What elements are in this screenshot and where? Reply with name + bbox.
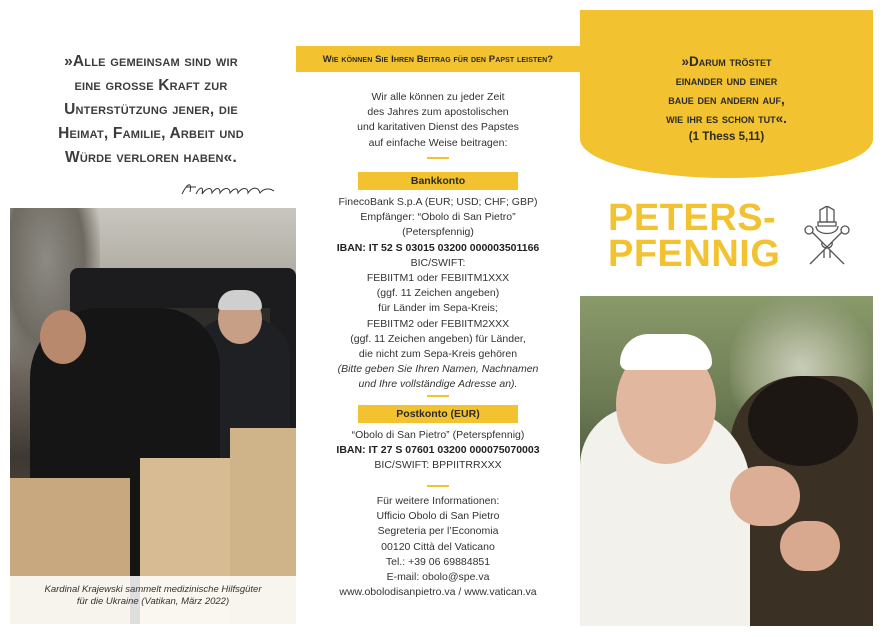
caption-line: Kardinal Krajewski sammelt medizinische Hilfsgüter: [44, 584, 262, 595]
brand-line-2: PFENNIG: [608, 233, 781, 275]
postal-account-label: Postkonto (EUR): [358, 405, 518, 423]
bank-line: FinecoBank S.p.A (EUR; USD; CHF; GBP): [338, 196, 538, 208]
post-bic: BIC/SWIFT: BPPIITRRXXX: [374, 459, 502, 472]
bank-note: und Ihre vollständige Adresse an).: [358, 378, 518, 391]
bic-line: BIC/SWIFT:: [410, 256, 466, 269]
bic-line: FEBIITM2 oder FEBIITM2XXX: [366, 317, 510, 330]
intro-text: [296, 90, 580, 151]
bible-quote: [598, 52, 855, 147]
brand-title: [608, 197, 798, 275]
divider: [427, 395, 449, 397]
divider: [427, 485, 449, 487]
quote-line: »Darum tröstet: [681, 54, 772, 69]
intro-line: auf einfache Weise beitragen:: [368, 136, 508, 149]
bank-line: (Peterspfennig): [402, 226, 474, 239]
divider: [427, 157, 449, 159]
papal-emblem-icon: [802, 206, 852, 266]
intro-line: des Jahres zum apostolischen: [367, 106, 509, 119]
photo-caption: [10, 584, 296, 608]
post-line: “Obolo di San Pietro” (Peterspfennig): [351, 429, 525, 441]
left-panel: [0, 0, 296, 637]
papal-quote: [20, 50, 282, 170]
quote-line: baue den andern auf,: [668, 92, 785, 107]
quote-line: wie ihr es schon tut«.: [666, 111, 787, 126]
quote-line: Würde verloren haben«.: [65, 149, 237, 166]
quote-line: »Alle gemeinsam sind wir: [64, 53, 238, 70]
donation-header: [296, 46, 580, 72]
info-line: 00120 Città del Vaticano: [381, 540, 495, 553]
bic-line: (ggf. 11 Zeichen angeben): [376, 287, 500, 300]
bic-line: FEBIITM1 oder FEBIITM1XXX: [366, 272, 510, 285]
caption-line: für die Ukraine (Vatikan, März 2022): [76, 596, 230, 607]
bank-account-label: Bankkonto: [358, 172, 518, 190]
signature-icon: [178, 178, 278, 200]
photo-cardinal-packing-aid: [10, 208, 296, 624]
intro-line: Wir alle können zu jeder Zeit: [371, 91, 505, 103]
quote-line: Heimat, Familie, Arbeit und: [58, 125, 244, 142]
donation-header-text: Wie können Sie Ihren Beitrag für den Papst leisten?: [322, 53, 554, 65]
bank-account-details: [296, 195, 580, 393]
info-phone: Tel.: +39 06 69884851: [385, 555, 491, 568]
bic-line: die nicht zum Sepa-Kreis gehören: [358, 348, 518, 361]
franciscus-signature: [178, 178, 278, 200]
info-line: Segreteria per l’Economia: [377, 525, 499, 538]
bank-note: (Bitte geben Sie Ihren Namen, Nachnamen: [337, 363, 539, 376]
bic-line: für Länder im Sepa-Kreis;: [378, 302, 498, 315]
bible-reference: (1 Thess 5,11): [688, 131, 765, 143]
right-panel: [580, 0, 883, 637]
quote-line: eine grosse Kraft zur: [74, 77, 228, 94]
bank-iban: IBAN: IT 52 S 03015 03200 000003501166: [336, 241, 540, 254]
quote-line: Unterstützung jener, die: [64, 101, 238, 118]
quote-line: einander und einer: [675, 73, 778, 88]
middle-panel: [296, 0, 580, 637]
info-line: Ufficio Obolo di San Pietro: [376, 510, 500, 523]
bank-line: Empfänger: “Obolo di San Pietro”: [360, 211, 516, 224]
photo-pope-embrace: [580, 296, 873, 626]
post-iban: IBAN: IT 27 S 07601 03200 000075070003: [336, 444, 540, 457]
postal-account-details: [296, 428, 580, 474]
contact-info: [296, 494, 580, 600]
info-websites: www.obolodisanpietro.va / www.vatican.va: [339, 586, 537, 599]
intro-line: und karitativen Dienst des Papstes: [357, 121, 519, 134]
info-line: Für weitere Informationen:: [376, 495, 500, 507]
brand-line-1: PETERS-: [608, 197, 777, 239]
bic-line: (ggf. 11 Zeichen angeben) für Länder,: [350, 332, 526, 345]
info-email: E-mail: obolo@spe.va: [386, 571, 490, 584]
